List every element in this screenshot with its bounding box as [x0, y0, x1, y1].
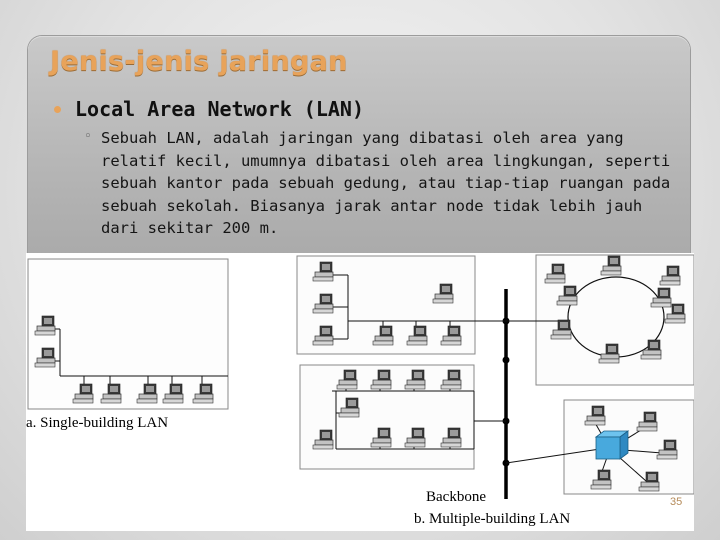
multiple-building-label: b. Multiple-building LAN	[414, 511, 571, 527]
slide-title: Jenis-jenis jaringan	[50, 46, 348, 77]
lan-diagram	[26, 253, 694, 531]
circle-bullet-icon: ◦	[84, 129, 92, 144]
single-building-box	[28, 259, 228, 409]
backbone-node	[503, 357, 510, 364]
single-building-label: a. Single-building LAN	[26, 415, 169, 431]
backbone-label: Backbone	[426, 489, 486, 505]
hub-icon	[596, 431, 628, 459]
bullet-item	[54, 97, 364, 121]
bullet-dot-icon	[54, 106, 61, 113]
sub-bullet-item	[84, 127, 684, 240]
bullet-text: Local Area Network (LAN)	[75, 97, 364, 121]
sub-bullet-text: Sebuah LAN, adalah jaringan yang dibatasi oleh area yang relatif kecil, umumnya dibatasi oleh area lingkungan, seperti sebuah kantor pada sebuah gedung, atau tiap-tiap ruangan pada sebuah sekolah. Biasanya jarak antar node tidak lebih jauh dari sekitar 200 m.	[101, 129, 671, 237]
page-number: 35	[670, 496, 683, 508]
